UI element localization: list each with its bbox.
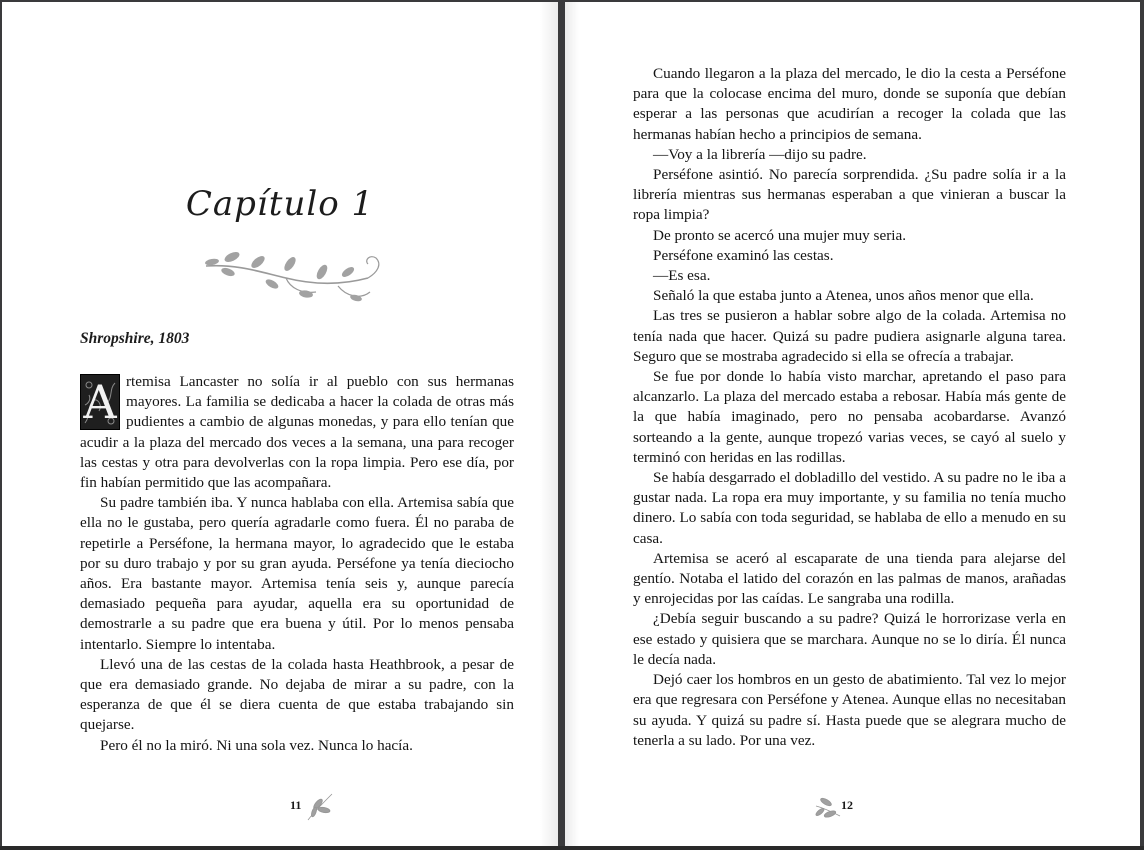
paragraph: Perséfone examinó las cestas. xyxy=(653,246,834,264)
paragraph: ¿Debía seguir buscando a su padre? Quizá le horrorizase verla en ese estado y quisiera que se marchara. Aunque no se lo diría. Él nunca le decía nada. xyxy=(633,610,1066,668)
paragraph: —Es esa. xyxy=(653,267,711,285)
paragraph: Su padre también iba. Y nunca hablaba con ella. Artemisa sabía que ella no le gustaba, pero quería agradarle como fuera. Él no paraba de repetirle a Perséfone, la hermana mayor, lo agradecido que le estaba por su duro trabajo y por su gran ayuda. Perséfone ya tenía dieciocho años. Era bastante mayor. Artemisa tenía seis y, aunque parecía demasiado pequeña para ayudar, aquella era su oportunidad de demostrarle a su padre que era buena y útil. Por lo menos pensaba intentarlo. Siempre lo intentaba. xyxy=(80,494,514,653)
dropcap-letter: A xyxy=(83,375,117,429)
gutter-shadow xyxy=(565,2,579,846)
paragraph: Pero él no la miró. Ni una sola vez. Nunca lo hacía. xyxy=(100,736,413,754)
paragraph: Señaló la que estaba junto a Atenea, unos años menor que ella. xyxy=(653,287,1034,305)
gutter-shadow xyxy=(540,2,558,846)
paragraph: Llevó una de las cestas de la colada hasta Heathbrook, a pesar de que era demasiado grande. No dejaba de mirar a su padre, con la esperanza de que él se diera cuenta de que estaba trabajando sin quejarse. xyxy=(80,655,514,734)
right-body-text xyxy=(633,64,1066,751)
dropcap-ornament xyxy=(80,374,120,430)
page-number-left: 11 xyxy=(290,798,302,812)
paragraph: Artemisa se aceró al escaparate de una tienda para alejarse del gentío. Notaba el latido del corazón en las palmas de manos, arañadas y enrojecidas por las caídas. Le sangraba una rodilla. xyxy=(633,549,1066,608)
left-body-text xyxy=(80,372,514,756)
leaf-ornament-icon xyxy=(304,790,336,822)
paragraph: Las tres se pusieron a hablar sobre algo de la colada. Artemisa no tenía nada que hacer. Quizá su padre pudiera asignarle alguna tarea. Seguro que se mostraba agradecido si ella se ofrecía a trabajar. xyxy=(633,307,1066,365)
paragraph: —Voy a la librería —dijo su padre. xyxy=(653,145,867,163)
paragraph: De pronto se acercó una mujer muy seria. xyxy=(653,226,907,244)
paragraph: Perséfone asintió. No parecía sorprendida. ¿Su padre solía ir a la librería mientras sus hermanas esperaban a que vinieran a buscar la ropa limpia? xyxy=(633,166,1066,224)
viewer-bottom-edge xyxy=(0,846,1144,850)
right-page xyxy=(565,2,1140,846)
paragraph: Dejó caer los hombros en un gesto de abatimiento. Tal vez lo mejor era que regresara con Perséfone y Atenea. Aunque ellas no necesitaban su ayuda. Y quizá su padre sí. Hasta puede que se alegrara mucho de tenerla a su lado. Por una vez. xyxy=(633,671,1066,749)
page-number-right: 12 xyxy=(841,798,853,812)
chapter-subtitle: Shropshire, 1803 xyxy=(80,330,190,347)
left-page xyxy=(2,2,558,846)
opening-paragraph xyxy=(80,372,514,493)
leaf-ornament-icon xyxy=(812,790,844,822)
paragraph: Se había desgarrado el dobladillo del vestido. A su padre no le iba a gustar nada. La ropa era muy importante, y su familia no tenía mucho dinero. Lo sabía con toda seguridad, se hablaba de ello a menudo en su casa. xyxy=(633,469,1066,547)
paragraph: Cuando llegaron a la plaza del mercado, le dio la cesta a Perséfone para que la colocase encima del muro, donde se suponía que debían esperar a las personas que acudirían a recoger la colada que las hermanas habían hecho a principios de semana. xyxy=(633,65,1066,143)
opening-paragraph-text: rtemisa Lancaster no solía ir al pueblo con sus hermanas mayores. La familia se dedicaba a hacer la colada de otras más pudientes a cambio de algunas monedas, y para ello tenían que acudir a la plaza del mercado dos veces a la semana, una para recoger las cestas y otra para devolverlas con la ropa limpia. Pero ese día, por fin habían permitido que las acompañara. xyxy=(80,373,514,492)
paragraph: Se fue por donde lo había visto marchar, apretando el paso para alcanzarlo. La plaza del mercado estaba a rebosar. Había más gente de la que había imaginado, pero no pensaba acobardarse. Avanzó sorteando a la gente, aunque tropezó varias veces, se cayó al suelo y terminó con heridas en las rodillas. xyxy=(633,368,1066,466)
vine-ornament-icon xyxy=(198,242,388,306)
chapter-title: Capítulo 1 xyxy=(185,184,375,224)
